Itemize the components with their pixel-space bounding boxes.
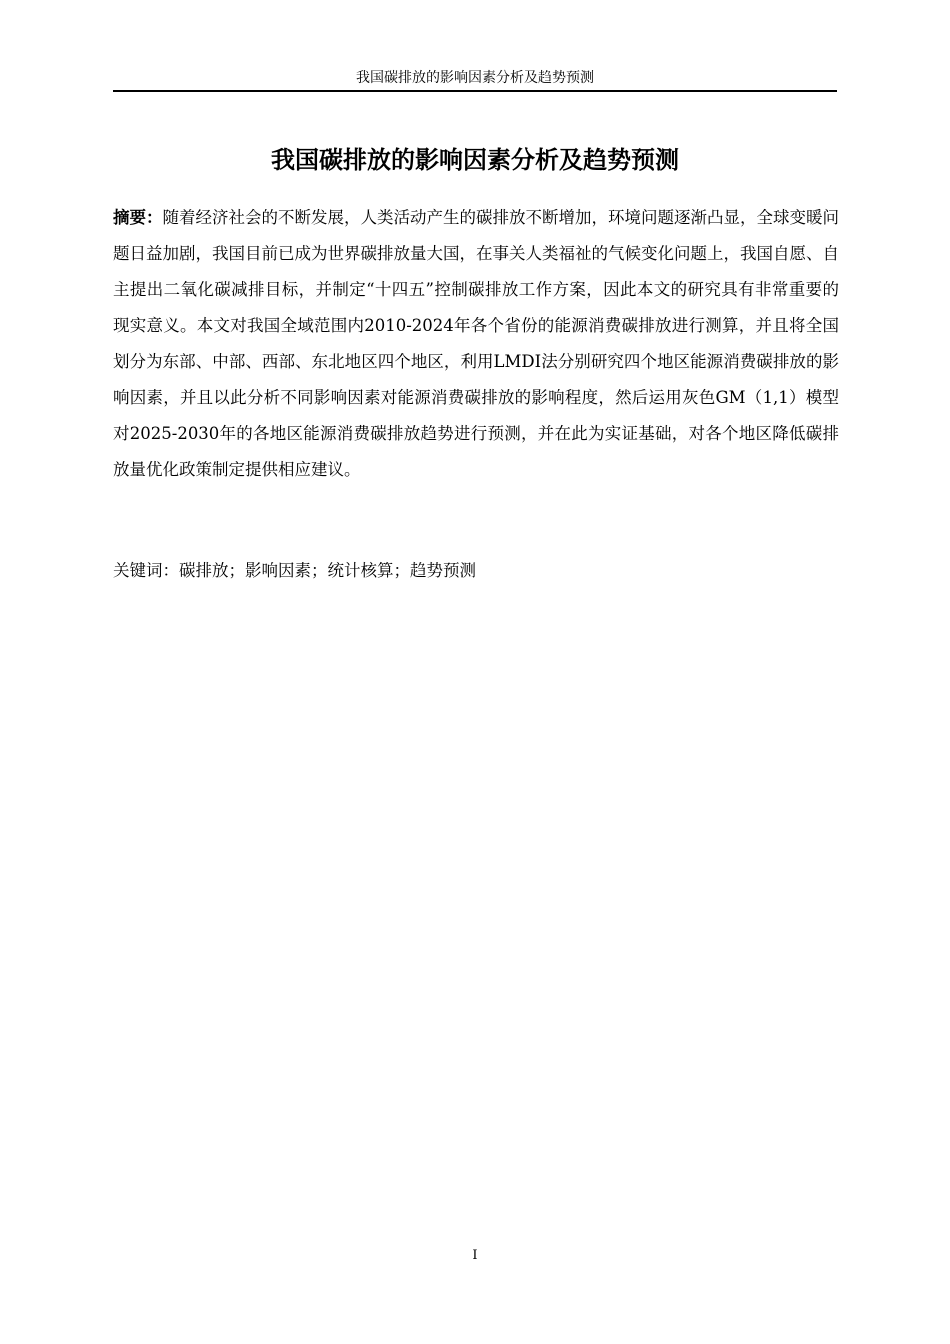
abstract-text: 随着经济社会的不断发展，人类活动产生的碳排放不断增加，环境问题逐渐凸显，全球变暖问题日益加剧，我国目前已成为世界碳排放量大国，在事关人类福祉的气候变化问题上，我国自愿、自主提出二氧化碳减排目标，并制定“十四五”控制碳排放工作方案，因此本文的研究具有非常重要的现实意义。本文对我国全域范围内2010-2024年各个省份的能源消费碳排放进行测算，并且将全国划分为东部、中部、西部、东北地区四个地区，利用LMDI法分别研究四个地区能源消费碳排放的影响因素，并且以此分析不同影响因素对能源消费碳排放的影响程度，然后运用灰色GM（1,1）模型对2025-2030年的各地区能源消费碳排放趋势进行预测，并在此为实证基础，对各个地区降低碳排放量优化政策制定提供相应建议。 bbox=[113, 208, 839, 479]
running-header bbox=[113, 68, 837, 92]
keywords-text: 碳排放；影响因素；统计核算；趋势预测 bbox=[179, 561, 476, 580]
running-header-title: 我国碳排放的影响因素分析及趋势预测 bbox=[356, 70, 594, 86]
paper-title: 我国碳排放的影响因素分析及趋势预测 bbox=[271, 146, 679, 174]
abstract-label: 摘要： bbox=[113, 208, 163, 227]
abstract bbox=[113, 200, 839, 488]
page-number: I bbox=[472, 1248, 478, 1263]
keywords-label: 关键词： bbox=[113, 561, 179, 580]
keywords bbox=[113, 553, 837, 589]
